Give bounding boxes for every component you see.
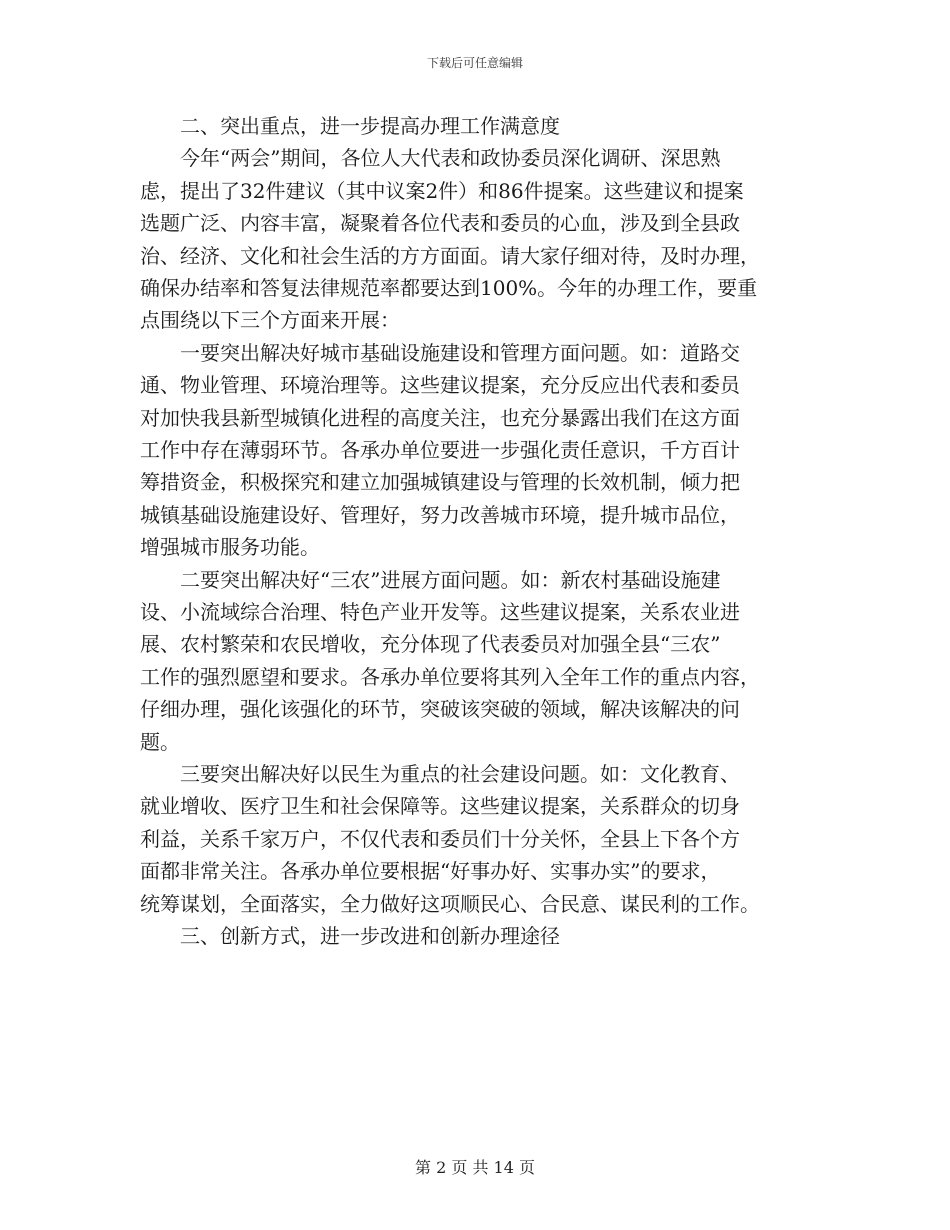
text-line: 统筹谋划，全面落实，全力做好这项顺民心、合民意、谋民利的工作。 [140, 891, 760, 916]
text-line: 题。 [140, 729, 180, 754]
text-line: 三要突出解决好以民生为重点的社会建设问题。如：文化教育、 [140, 762, 740, 786]
text-line: 面都非常关注。各承办单位要根据“好事办好、实事办实”的要求， [140, 859, 721, 884]
text-line: 城镇基础设施建设好、管理好，努力改善城市环境，提升城市品位， [140, 502, 740, 527]
text-line: 治、经济、文化和社会生活的方方面面。请大家仔细对待，及时办理， [140, 243, 760, 268]
text-line: 仔细办理，强化该强化的环节，突破该突破的领域，解决该解决的问 [140, 697, 740, 722]
text-line: 展、农村繁荣和农民增收，充分体现了代表委员对加强全县“三农” [140, 632, 721, 657]
text-line: 二要突出解决好“三农”进展方面问题。如：新农村基础设施建 [140, 567, 721, 592]
text-line: 点围绕以下三个方面来开展： [140, 308, 400, 333]
page-header: 下载后可任意编辑 [426, 56, 523, 70]
text-line: 选题广泛、内容丰富，凝聚着各位代表和委员的心血，涉及到全县政 [140, 211, 740, 236]
text-line: 筹措资金，积极探究和建立加强城镇建设与管理的长效机制，倾力把 [140, 470, 740, 495]
text-line: 三、创新方式，进一步改进和创新办理途径 [140, 924, 560, 948]
text-line: 工作的强烈愿望和要求。各承办单位要将其列入全年工作的重点内容， [140, 664, 760, 689]
text-line: 二、突出重点，进一步提高办理工作满意度 [140, 114, 560, 138]
text-line: 今年“两会”期间，各位人大代表和政协委员深化调研、深思熟 [140, 146, 721, 171]
text-line: 设、小流域综合治理、特色产业开发等。这些建议提案，关系农业进 [140, 600, 740, 624]
page-footer: 第 2 页 共 14 页 [415, 1158, 535, 1177]
text-line: 确保办结率和答复法律规范率都要达到100%。今年的办理工作，要重 [140, 276, 758, 300]
text-line: 工作中存在薄弱环节。各承办单位要进一步强化责任意识，千方百计 [140, 438, 740, 462]
text-line: 就业增收、医疗卫生和社会保障等。这些建议提案，关系群众的切身 [140, 794, 740, 819]
text-line: 利益，关系千家万户，不仅代表和委员们十分关怀，全县上下各个方 [140, 826, 740, 851]
text-line: 一要突出解决好城市基础设施建设和管理方面问题。如：道路交 [140, 340, 740, 365]
text-line: 虑，提出了32件建议（其中议案2件）和86件提案。这些建议和提案 [140, 178, 744, 203]
text-line: 增强城市服务功能。 [140, 535, 320, 560]
text-line: 对加快我县新型城镇化进程的高度关注，也充分暴露出我们在这方面 [140, 405, 740, 430]
text-line: 通、物业管理、环境治理等。这些建议提案，充分反应出代表和委员 [140, 373, 740, 398]
